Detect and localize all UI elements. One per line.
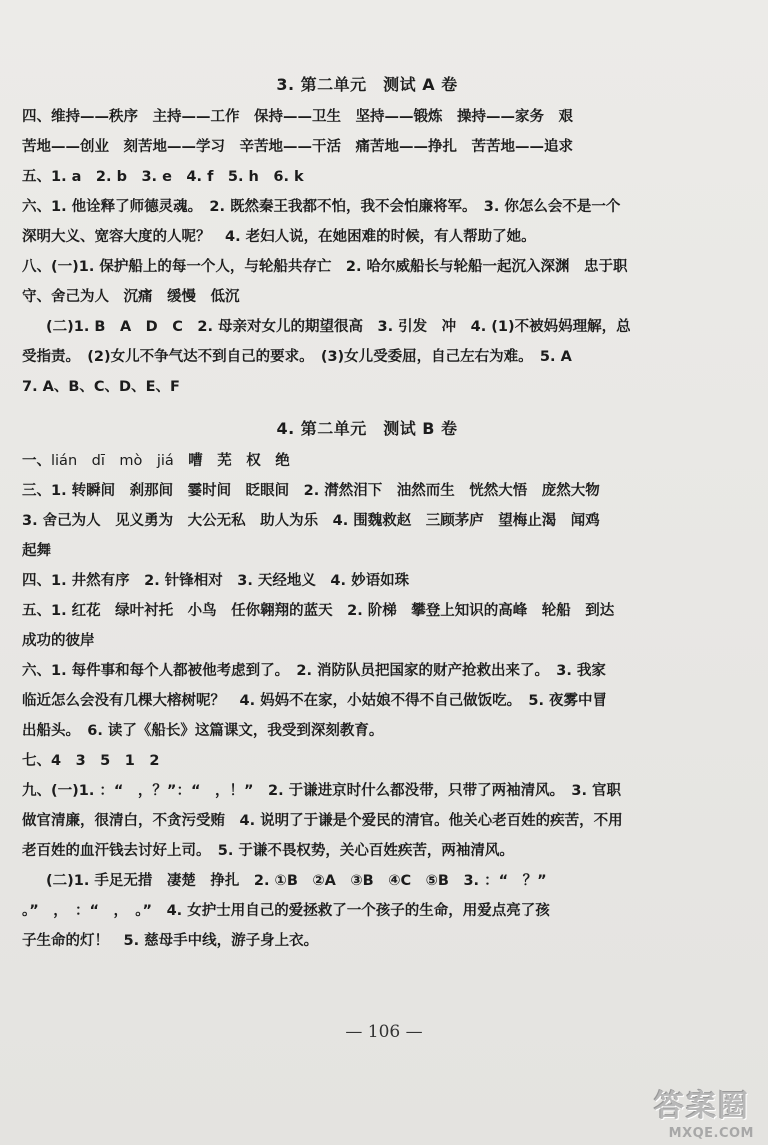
answer-line: 四、维持——秩序 主持——工作 保持——卫生 坚持——锻炼 操持——家务 艰	[22, 109, 573, 125]
answer-line: 九、(一)1. ：“ ，？”：“ ，！” 2. 于谦进京时什么都没带，只带了两袖清风。 3. 官职	[22, 783, 622, 799]
answer-line: 起舞	[22, 543, 51, 559]
answer-line: 出船头。 6. 读了《船长》这篇课文，我受到深刻教育。	[22, 723, 384, 739]
answer-line: 7. A、B、C、D、E、F	[22, 379, 180, 395]
answer-line: 苦地——创业 刻苦地——学习 辛苦地——干活 痛苦地——挣扎 苦苦地——追求	[22, 139, 573, 155]
pinyin-line	[22, 446, 712, 476]
pinyin-suffix: 嘈 芜 权 绝	[173, 453, 290, 469]
answer-line: 八、(一)1. 保护船上的每一个人，与轮船共存亡 2. 哈尔威船长与轮船一起沉入深渊 忠于职	[22, 259, 628, 275]
answer-line: (二)1. B A D C 2. 母亲对女儿的期望很高 3. 引发 冲 4. (1)不被妈妈理解，总	[46, 319, 631, 335]
answer-line: 七、4 3 5 1 2	[22, 753, 160, 769]
answer-line: 六、1. 每件事和每个人都被他考虑到了。 2. 消防队员把国家的财产抢救出来了。 3. 我家	[22, 663, 606, 679]
answer-line: 六、1. 他诠释了师德灵魂。 2. 既然秦王我都不怕，我不会怕廉将军。 3. 你怎么会不是一个	[22, 199, 621, 215]
answer-line: 临近怎么会没有几棵大榕树呢？ 4. 妈妈不在家，小姑娘不得不自己做饭吃。 5. 夜雾中冒	[22, 693, 608, 709]
answer-line: 。” ， ：“ ， 。” 4. 女护士用自己的爱拯救了一个孩子的生命，用爱点亮了孩	[22, 903, 550, 919]
answer-line: 3. 舍己为人 见义勇为 大公无私 助人为乐 4. 围魏救赵 三顾茅庐 望梅止渴 闻鸡	[22, 513, 600, 529]
answer-line: 深明大义、宽容大度的人呢？ 4. 老妇人说，在她困难的时候，有人帮助了她。	[22, 229, 536, 245]
answer-line: 子生命的灯！ 5. 慈母手中线，游子身上衣。	[22, 933, 319, 949]
answer-line: 五、1. a 2. b 3. e 4. f 5. h 6. k	[22, 169, 304, 185]
answer-line: 老百姓的血汗钱去讨好上司。 5. 于谦不畏权势，关心百姓疾苦，两袖清风。	[22, 843, 514, 859]
pinyin-text: lián dī mò jiá	[51, 453, 174, 469]
watermark-url: MXQE.COM	[668, 1126, 754, 1141]
watermark	[630, 1089, 760, 1141]
answer-content	[22, 70, 712, 956]
answer-line: 做官清廉，很清白，不贪污受贿 4. 说明了于谦是个爱民的清官。他关心老百姓的疾苦，不用	[22, 813, 623, 829]
answer-line: 受指责。 (2)女儿不争气达不到自己的要求。 (3)女儿受委屈，自己左右为难。 5. A	[22, 349, 572, 365]
answer-line: 三、1. 转瞬间 刹那间 霎时间 眨眼间 2. 潸然泪下 油然而生 恍然大悟 庞然大物	[22, 483, 600, 499]
answer-line: (二)1. 手足无措 凄楚 挣扎 2. ①B ②A ③B ④C ⑤B 3. ：“ ？”	[46, 873, 547, 889]
pinyin-prefix: 一、	[22, 453, 51, 469]
answer-line: 成功的彼岸	[22, 633, 95, 649]
section-a-title: 3. 第二单元 测试 A 卷	[276, 75, 458, 94]
watermark-logo: 答案圈	[654, 1089, 750, 1124]
answer-line: 守、舍己为人 沉痛 缓慢 低沉	[22, 289, 240, 305]
section-b-title: 4. 第二单元 测试 B 卷	[276, 419, 458, 438]
page-number: — 106 —	[345, 1022, 423, 1042]
answer-line: 五、1. 红花 绿叶衬托 小鸟 任你翱翔的蓝天 2. 阶梯 攀登上知识的高峰 轮船 到达	[22, 603, 615, 619]
answer-line: 四、1. 井然有序 2. 针锋相对 3. 天经地义 4. 妙语如珠	[22, 573, 410, 589]
